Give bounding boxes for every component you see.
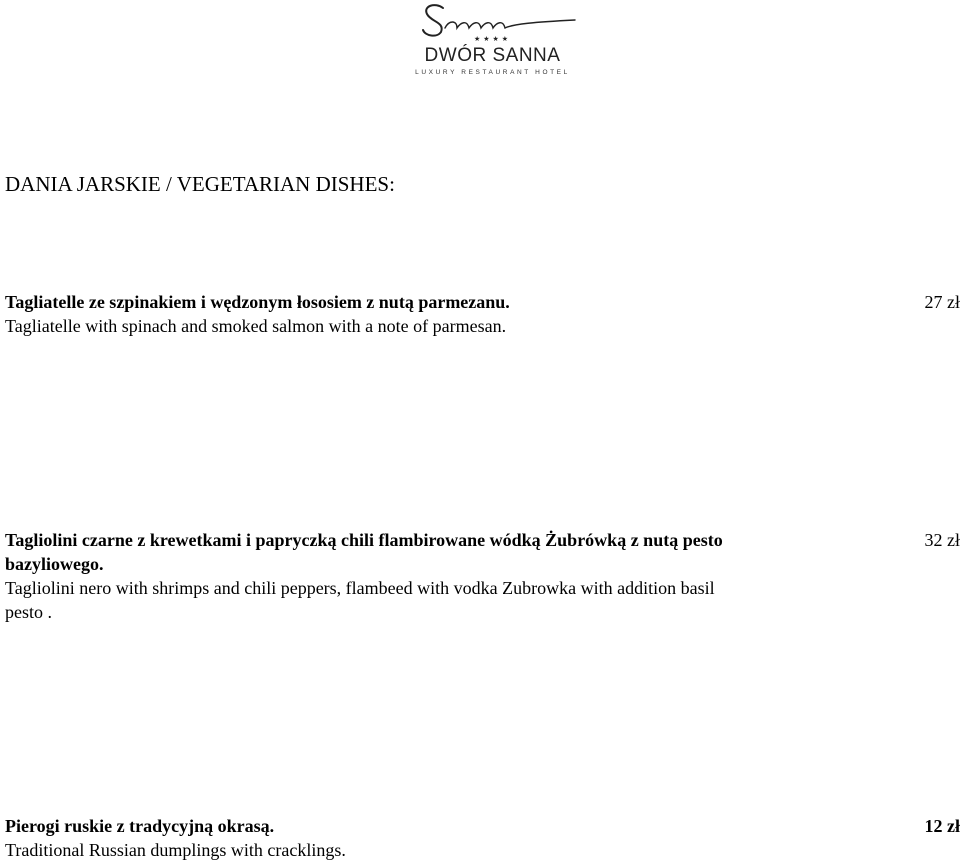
dish-name-pl: Pierogi ruskie z tradycyjną okrasą. bbox=[5, 816, 275, 836]
menu-item bbox=[5, 290, 960, 338]
menu-item bbox=[5, 528, 960, 624]
dish-name-pl: Tagliatelle ze szpinakiem i wędzonym łososiem z nutą parmezanu. bbox=[5, 292, 510, 312]
logo-tagline: LUXURY RESTAURANT HOTEL bbox=[415, 69, 570, 76]
dish-price: 27 zł bbox=[924, 292, 960, 312]
logo bbox=[405, 0, 580, 82]
dish-price: 32 zł bbox=[924, 530, 960, 550]
logo-stars: ★★★★ bbox=[473, 35, 512, 43]
dish-name-en: Tagliolini nero with shrimps and chili peppers, flambeed with vodka Zubrowka with addition basil pesto . bbox=[5, 578, 715, 622]
dish-price: 12 zł bbox=[924, 816, 960, 836]
logo-name: DWÓR SANNA bbox=[424, 45, 561, 66]
dish-name-en: Tagliatelle with spinach and smoked salmon with a note of parmesan. bbox=[5, 316, 507, 336]
dish-name-en: Traditional Russian dumplings with cracklings. bbox=[5, 840, 346, 860]
section-title: DANIA JARSKIE / VEGETARIAN DISHES: bbox=[5, 172, 395, 196]
menu-item bbox=[5, 814, 960, 862]
signature-logo-icon bbox=[405, 0, 580, 40]
dish-name-pl: Tagliolini czarne z krewetkami i papryczką chili flambirowane wódką Żubrówką z nutą pesto bazyliowego. bbox=[5, 530, 723, 574]
